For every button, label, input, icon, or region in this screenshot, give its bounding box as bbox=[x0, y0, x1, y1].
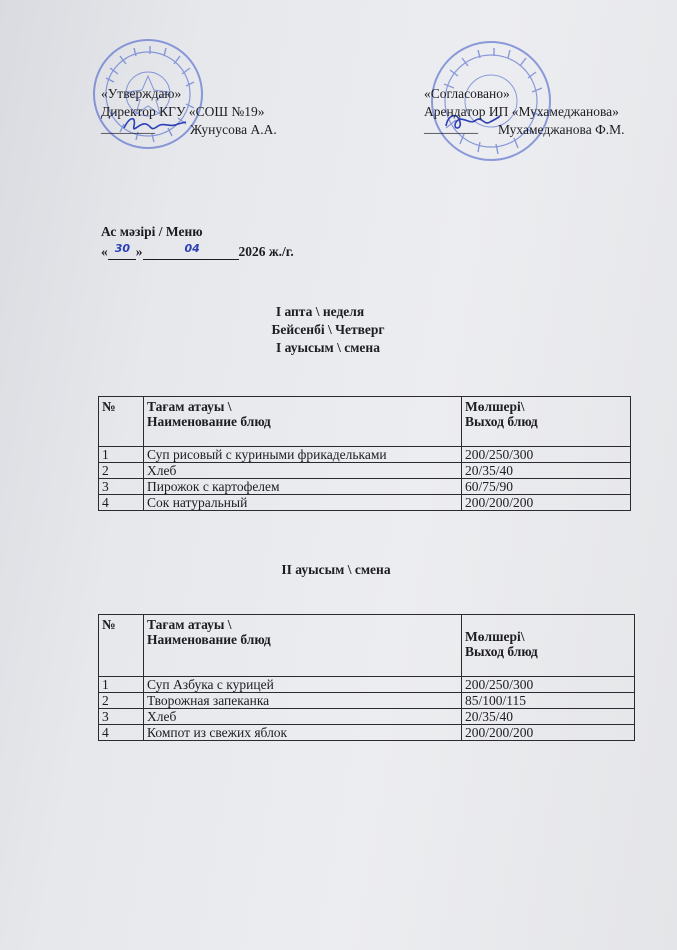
table-row: 3 Пирожок с картофелем 60/75/90 bbox=[99, 479, 631, 495]
table-header-row bbox=[99, 397, 631, 447]
table-row: 1 Суп Азбука с курицей 200/250/300 bbox=[99, 677, 635, 693]
approve-label: «Утверждаю» bbox=[101, 86, 182, 101]
table-row: 2 Творожная запеканка 85/100/115 bbox=[99, 693, 635, 709]
date-open-quote: « bbox=[101, 244, 108, 259]
header-yield: Мөлшері\ Выход блюд bbox=[462, 615, 635, 677]
shift1-menu-table bbox=[98, 396, 631, 511]
director-signature-line: ________ bbox=[101, 120, 155, 135]
table-row: 2 Хлеб 20/35/40 bbox=[99, 463, 631, 479]
header-name: Тағам атауы \ Наименование блюд bbox=[144, 615, 462, 677]
tenant-position: Арендатор ИП «Мухамеджанова» bbox=[424, 104, 619, 119]
table-header-row bbox=[99, 615, 635, 677]
agreed-label: «Согласовано» bbox=[424, 86, 510, 101]
weekday-label: Бейсенбі \ Четверг bbox=[271, 322, 385, 337]
date-close-quote: » bbox=[135, 244, 143, 259]
table-row: 4 Сок натуральный 200/200/200 bbox=[99, 495, 631, 511]
date-month: 04 bbox=[184, 242, 200, 255]
table-row: 3 Хлеб 20/35/40 bbox=[99, 709, 635, 725]
menu-title: Ас мәзірі / Меню bbox=[101, 224, 203, 239]
menu-date bbox=[101, 244, 294, 260]
shift1-title: I ауысым \ смена bbox=[276, 340, 380, 355]
tenant-name: Мухамеджанова Ф.М. bbox=[498, 122, 625, 137]
week-label: I апта \ неделя bbox=[275, 304, 365, 319]
shift2-menu-table bbox=[98, 614, 635, 741]
header-name: Тағам атауы \ Наименование блюд bbox=[144, 397, 462, 447]
director-name: Жунусова А.А. bbox=[190, 122, 277, 137]
header-yield: Мөлшері\ Выход блюд bbox=[462, 397, 631, 447]
date-year: 2026 ж./г. bbox=[238, 244, 294, 259]
header-num: № bbox=[99, 397, 144, 447]
table-row: 4 Компот из свежих яблок 200/200/200 bbox=[99, 725, 635, 741]
date-day: 30 bbox=[114, 242, 131, 255]
director-position: Директор КГУ «СОШ №19» bbox=[101, 104, 265, 119]
table-row: 1 Суп рисовый с куриными фрикадельками 200/250/300 bbox=[99, 447, 631, 463]
tenant-signature-line: ________ bbox=[424, 120, 478, 135]
header-num: № bbox=[99, 615, 144, 677]
shift2-title: II ауысым \ смена bbox=[281, 562, 391, 577]
